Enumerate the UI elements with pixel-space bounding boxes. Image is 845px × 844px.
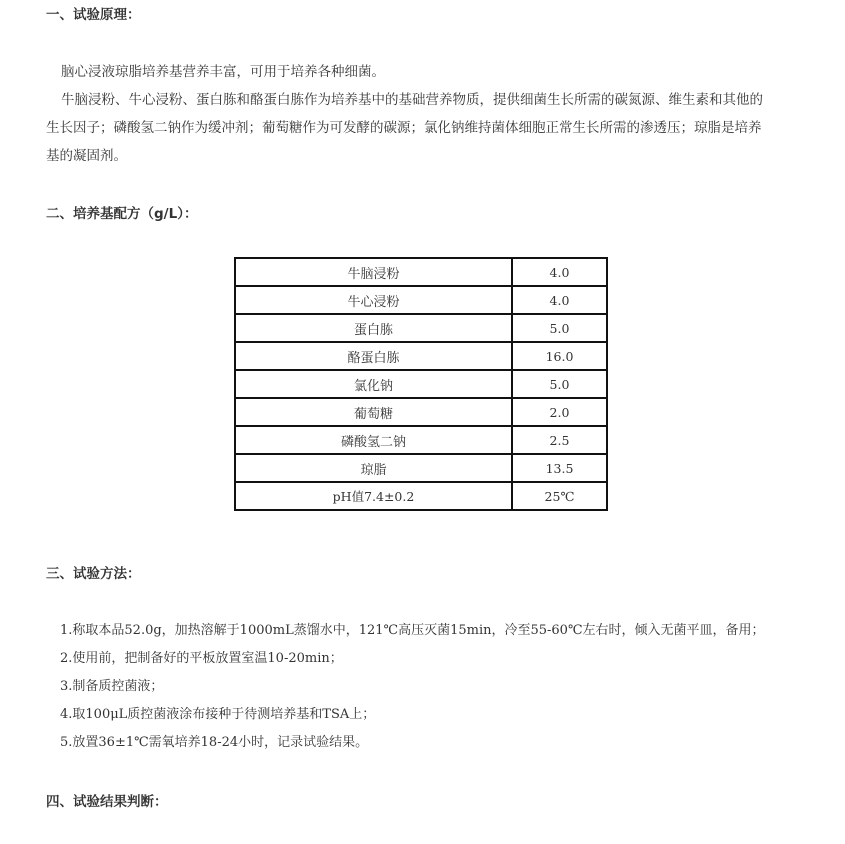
ingredient-name: 牛心浸粉 (235, 286, 512, 314)
section-principle-heading: 一、试验原理： (46, 7, 141, 23)
table-row (235, 286, 607, 314)
ingredient-name: 牛脑浸粉 (235, 258, 512, 286)
ingredient-name: 蛋白胨 (235, 314, 512, 342)
ph-value-cell: pH值7.4±0.2 (235, 482, 512, 510)
section-method-heading: 三、试验方法： (46, 566, 141, 582)
ingredient-name: 酪蛋白胨 (235, 342, 512, 370)
ingredient-amount: 2.0 (512, 398, 607, 426)
formula-table (234, 257, 608, 511)
table-row (235, 482, 607, 510)
method-step-5: 5.放置36±1℃需氧培养18-24小时，记录试验结果。 (60, 735, 369, 750)
ingredient-name: 葡萄糖 (235, 398, 512, 426)
table-row (235, 258, 607, 286)
method-step-3: 3.制备质控菌液； (60, 679, 164, 694)
principle-paragraph-2-line-1: 牛脑浸粉、牛心浸粉、蛋白胨和酪蛋白胨作为培养基中的基础营养物质，提供细菌生长所需的碳氮源、维生素和其他的 (61, 92, 763, 108)
principle-paragraph-2-line-2: 生长因子；磷酸氢二钠作为缓冲剂；葡萄糖作为可发酵的碳源；氯化钠维持菌体细胞正常生长所需的渗透压；琼脂是培养 (46, 120, 762, 136)
ingredient-amount: 2.5 (512, 426, 607, 454)
method-step-2: 2.使用前，把制备好的平板放置室温10-20min； (60, 651, 343, 666)
ingredient-amount: 4.0 (512, 258, 607, 286)
principle-paragraph-1: 脑心浸液琼脂培养基营养丰富，可用于培养各种细菌。 (61, 64, 385, 80)
ingredient-amount: 5.0 (512, 314, 607, 342)
section-formula-heading: 二、培养基配方（g/L）： (46, 206, 198, 222)
method-step-1: 1.称取本品52.0g，加热溶解于1000mL蒸馏水中，121℃高压灭菌15min，冷至55-60℃左右时，倾入无菌平皿，备用； (60, 623, 765, 638)
temperature-cell: 25℃ (512, 482, 607, 510)
ingredient-amount: 13.5 (512, 454, 607, 482)
table-row (235, 342, 607, 370)
table-row (235, 370, 607, 398)
section-result-heading: 四、试验结果判断： (46, 794, 168, 810)
method-step-4: 4.取100μL质控菌液涂布接种于待测培养基和TSA上； (60, 707, 376, 722)
ingredient-amount: 5.0 (512, 370, 607, 398)
ingredient-amount: 16.0 (512, 342, 607, 370)
principle-paragraph-2-line-3: 基的凝固剂。 (46, 148, 127, 164)
ingredient-name: 氯化钠 (235, 370, 512, 398)
ingredient-name: 磷酸氢二钠 (235, 426, 512, 454)
ingredient-amount: 4.0 (512, 286, 607, 314)
table-row (235, 426, 607, 454)
table-row (235, 314, 607, 342)
table-row (235, 398, 607, 426)
table-row (235, 454, 607, 482)
ingredient-name: 琼脂 (235, 454, 512, 482)
